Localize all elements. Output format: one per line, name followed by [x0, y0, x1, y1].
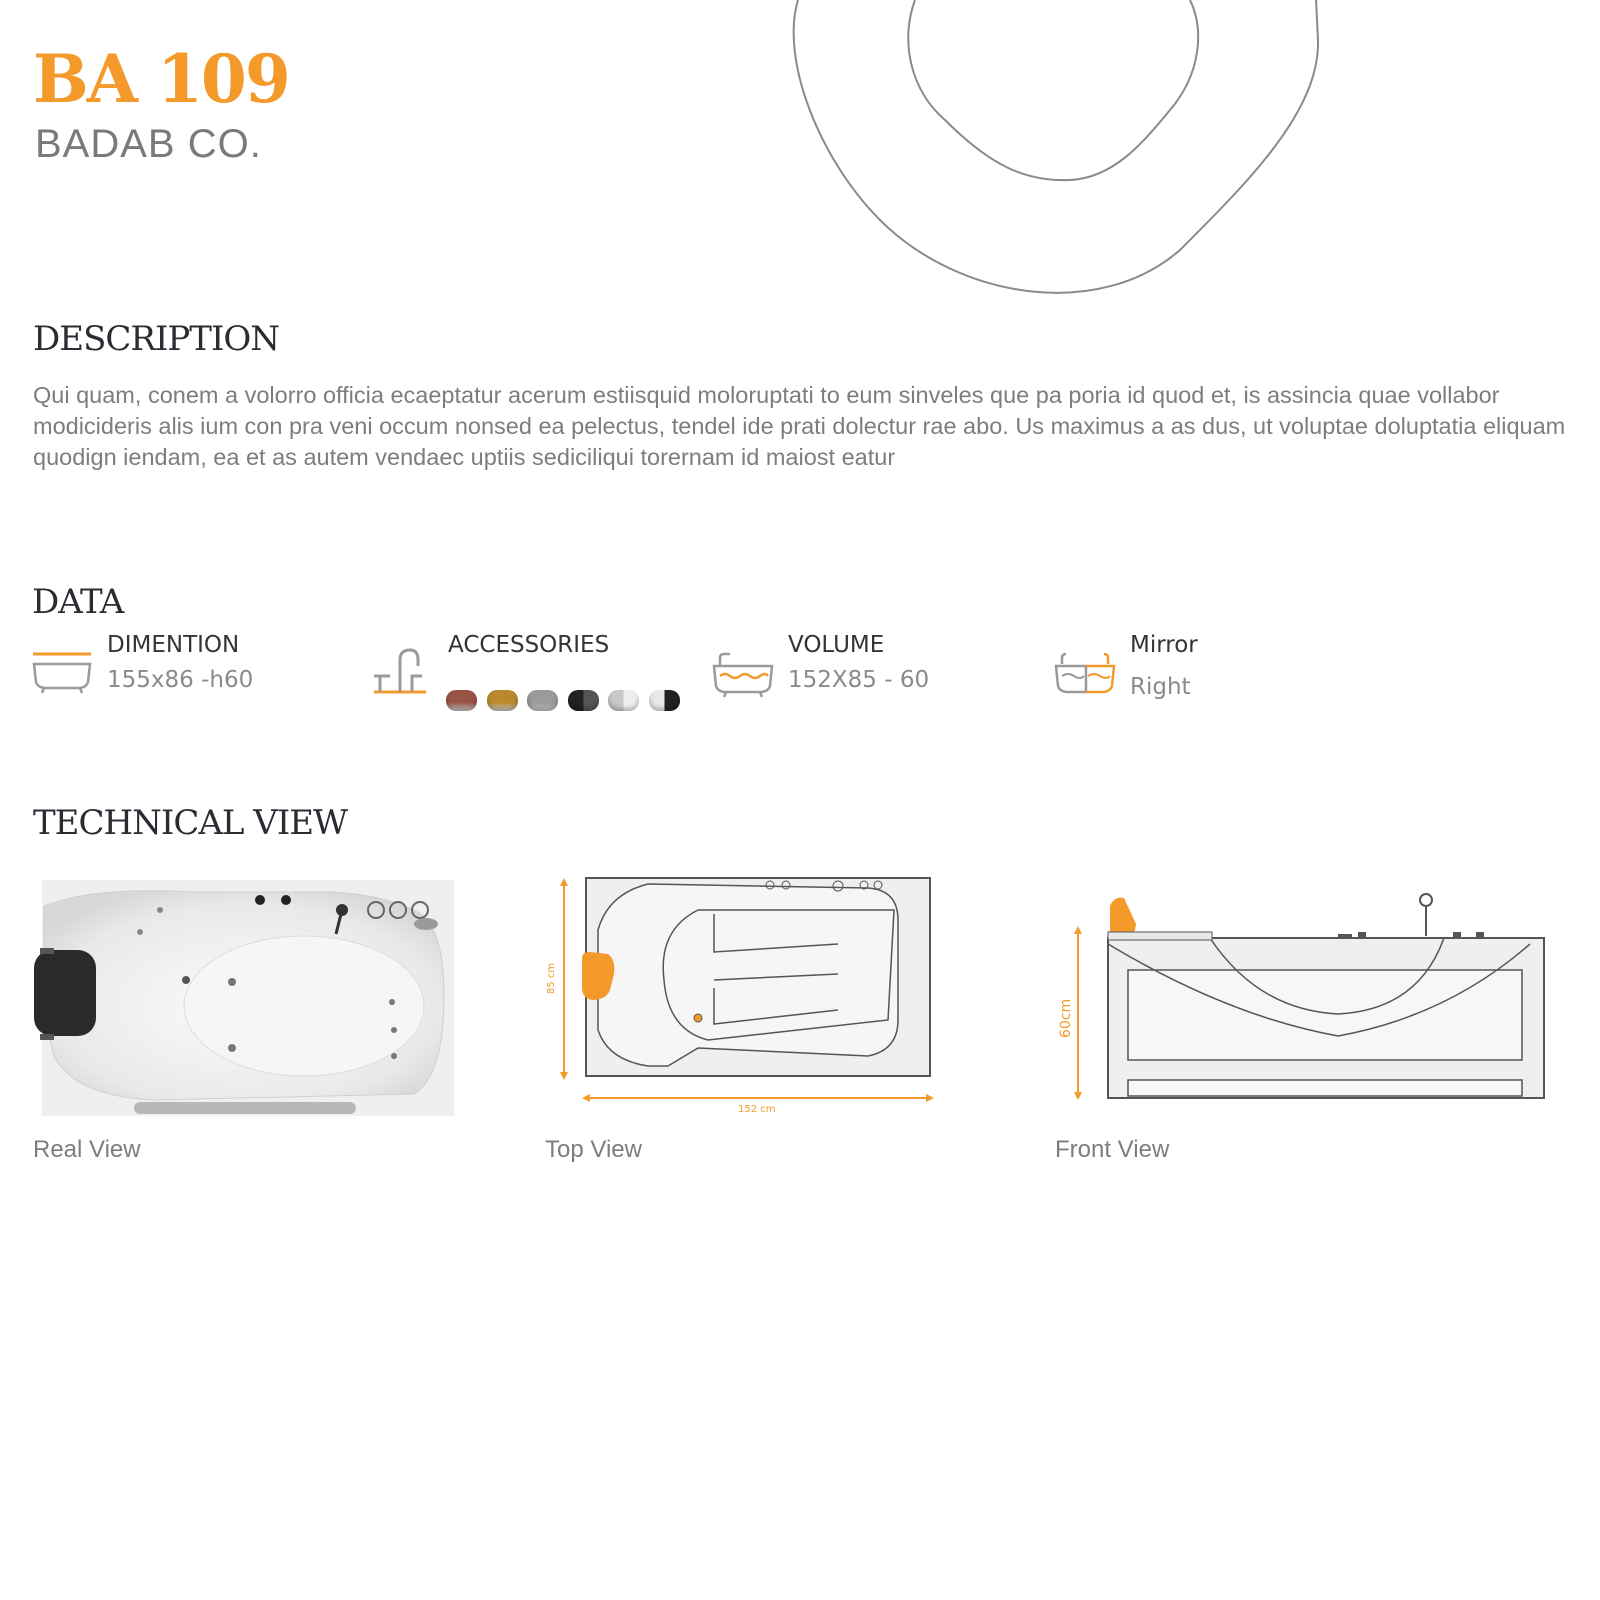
mirror-value: Right [1130, 674, 1191, 700]
accessory-color-swatch[interactable] [527, 690, 558, 711]
brand-name: BADAB CO. [35, 122, 262, 166]
accessory-color-swatch[interactable] [568, 690, 599, 711]
front-view-caption: Front View [1055, 1136, 1170, 1163]
accessory-color-swatch[interactable] [649, 690, 680, 711]
accessories-label: ACCESSORIES [448, 632, 610, 658]
accessory-color-swatch[interactable] [487, 690, 518, 711]
bathtub-outline-icon [32, 650, 92, 694]
accessory-color-swatch[interactable] [446, 690, 477, 711]
top-height-label: 85 cm [546, 962, 557, 994]
front-view-drawing [1048, 886, 1548, 1106]
faucet-icon [372, 646, 428, 696]
model-title: BA 109 [33, 40, 289, 118]
dimention-value: 155x86 -h60 [107, 667, 254, 693]
data-heading: DATA [32, 582, 124, 622]
accessory-color-swatch[interactable] [608, 690, 639, 711]
real-view-image [34, 876, 458, 1120]
top-view-caption: Top View [545, 1136, 642, 1163]
bathtub-water-icon [712, 652, 774, 698]
technical-view-heading: TECHNICAL VIEW [33, 803, 348, 843]
real-view-caption: Real View [33, 1136, 141, 1163]
volume-label: VOLUME [788, 632, 885, 658]
top-view-drawing [538, 870, 938, 1118]
front-height-label: 60cm [1058, 998, 1074, 1038]
dimention-label: DIMENTION [107, 632, 240, 658]
mirror-label: Mirror [1130, 632, 1198, 658]
volume-value: 152X85 - 60 [788, 667, 930, 693]
description-heading: DESCRIPTION [33, 319, 280, 359]
decorative-outline-shape [760, 0, 1360, 320]
top-width-label: 152 cm [738, 1104, 776, 1115]
bathtub-mirror-icon [1054, 652, 1116, 700]
description-text: Qui quam, conem a volorro officia ecaeptatur acerum estiisquid moloruptati to eum sinveles que pa poria id quod et, is assincia quae vollabor modicideris alis ium con pra veni occum nonsed ea pelectus, tendel ide prati dolectur rae abo. Us maximus a as dus, ut voluptae doluptatia eliquam quodign iendam, ea et as autem vendaec uptiis sediciliqui torernam id maiost eatur [33, 382, 1566, 470]
